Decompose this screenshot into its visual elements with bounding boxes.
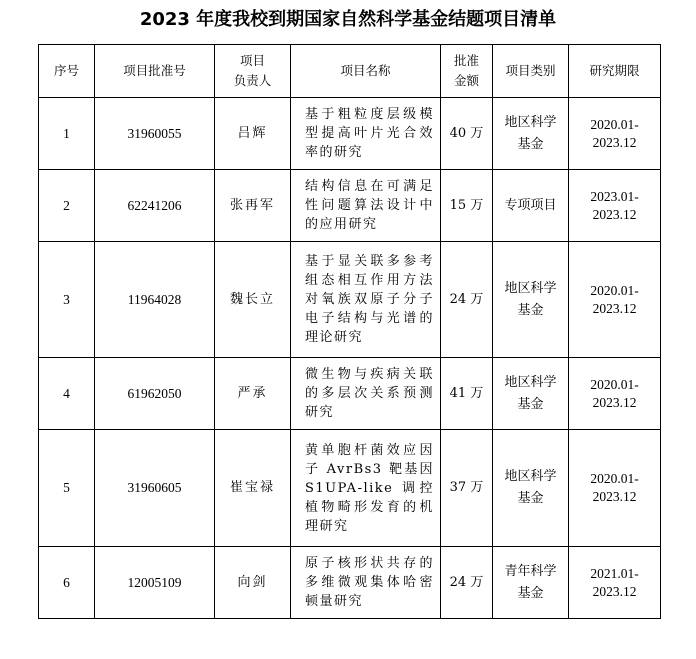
cell-index: 5 <box>39 430 95 547</box>
table-row <box>39 170 661 242</box>
cell-project-name: 微生物与疾病关联的多层次关系预测研究 <box>291 358 441 430</box>
cell-project-name: 黄单胞杆菌效应因子 AvrBs3 靶基因 S1UPA-like 调控植物畸形发育的机理研究 <box>291 430 441 547</box>
cell-pi: 向剑 <box>215 547 291 619</box>
header-approval-no: 项目批准号 <box>95 45 215 98</box>
cell-funding: 15 万 <box>441 170 493 242</box>
table-row <box>39 242 661 358</box>
cell-pi: 吕辉 <box>215 98 291 170</box>
cell-project-name: 结构信息在可满足性问题算法设计中的应用研究 <box>291 170 441 242</box>
table-header-row <box>39 45 661 98</box>
cell-period: 2020.01-2023.12 <box>569 358 661 430</box>
cell-index: 4 <box>39 358 95 430</box>
table-row <box>39 430 661 547</box>
cell-index: 6 <box>39 547 95 619</box>
cell-index: 2 <box>39 170 95 242</box>
category-text: 地区科学基金 <box>504 374 557 412</box>
category-text: 地区科学基金 <box>504 114 557 152</box>
category-text: 地区科学基金 <box>504 280 557 318</box>
cell-pi: 严承 <box>215 358 291 430</box>
cell-category <box>493 547 569 619</box>
cell-period: 2023.01-2023.12 <box>569 170 661 242</box>
cell-index: 1 <box>39 98 95 170</box>
cell-approval-no: 12005109 <box>95 547 215 619</box>
cell-period: 2020.01-2023.12 <box>569 430 661 547</box>
cell-funding: 37 万 <box>441 430 493 547</box>
cell-approval-no: 61962050 <box>95 358 215 430</box>
cell-approval-no: 31960605 <box>95 430 215 547</box>
header-funding <box>441 45 493 98</box>
cell-period: 2020.01-2023.12 <box>569 242 661 358</box>
cell-category <box>493 242 569 358</box>
page-title: 2023 年度我校到期国家自然科学基金结题项目清单 <box>139 9 557 30</box>
cell-approval-no: 62241206 <box>95 170 215 242</box>
cell-project-name: 基于显关联多参考组态相互作用方法对氧族双原子分子电子结构与光谱的理论研究 <box>291 242 441 358</box>
cell-funding: 24 万 <box>441 242 493 358</box>
header-funding-line2: 金额 <box>453 73 479 88</box>
header-period: 研究期限 <box>569 45 661 98</box>
cell-approval-no: 11964028 <box>95 242 215 358</box>
cell-category <box>493 430 569 547</box>
cell-pi: 崔宝禄 <box>215 430 291 547</box>
cell-funding: 40 万 <box>441 98 493 170</box>
cell-category <box>493 170 569 242</box>
cell-pi: 张再军 <box>215 170 291 242</box>
header-index: 序号 <box>39 45 95 98</box>
header-pi <box>215 45 291 98</box>
cell-period: 2020.01-2023.12 <box>569 98 661 170</box>
cell-category <box>493 358 569 430</box>
cell-category <box>493 98 569 170</box>
cell-period: 2021.01-2023.12 <box>569 547 661 619</box>
cell-pi: 魏长立 <box>215 242 291 358</box>
cell-project-name: 基于粗粒度层级模型提高叶片光合效率的研究 <box>291 98 441 170</box>
project-table <box>38 44 661 619</box>
cell-project-name: 原子核形状共存的多维微观集体哈密顿量研究 <box>291 547 441 619</box>
table-row <box>39 358 661 430</box>
header-category: 项目类别 <box>493 45 569 98</box>
cell-funding: 41 万 <box>441 358 493 430</box>
header-name: 项目名称 <box>291 45 441 98</box>
cell-approval-no: 31960055 <box>95 98 215 170</box>
category-text: 地区科学基金 <box>504 469 557 506</box>
cell-funding: 24 万 <box>441 547 493 619</box>
cell-index: 3 <box>39 242 95 358</box>
table-row <box>39 547 661 619</box>
header-pi-line1: 项目 <box>239 53 265 68</box>
category-text: 专项项目 <box>504 197 557 213</box>
category-text: 青年科学基金 <box>504 563 557 601</box>
header-pi-line2: 负责人 <box>233 73 272 88</box>
header-funding-line1: 批准 <box>453 53 479 68</box>
table-row <box>39 98 661 170</box>
